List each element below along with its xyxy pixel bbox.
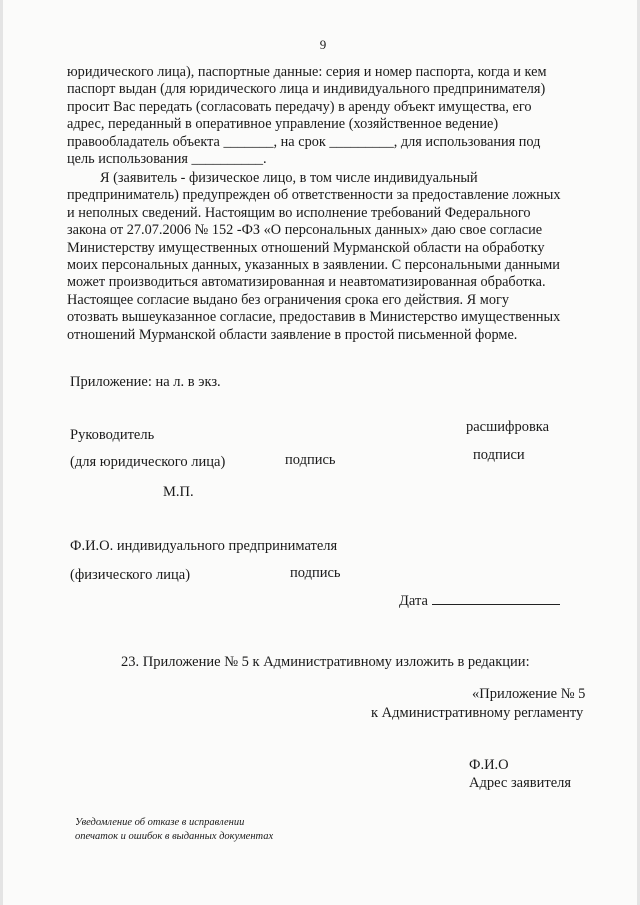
decoding-sub-label: подписи — [473, 447, 525, 463]
text-line: предприниматель) предупрежден об ответственности за предоставление ложных — [67, 187, 561, 204]
entrepreneur-sub-label: (физического лица) — [70, 567, 191, 583]
signature-label: подпись — [285, 452, 336, 468]
text-line: Я (заявитель - физическое лицо, в том числе индивидуальный — [100, 170, 478, 186]
signature2-label: подпись — [290, 565, 341, 581]
notice-title — [75, 816, 273, 844]
page-number: 9 — [319, 37, 327, 52]
text-line: Министерству имущественных отношений Мурманской области на обработку — [67, 239, 545, 256]
entrepreneur-label: Ф.И.О. индивидуального предпринимателя — [70, 538, 338, 554]
text-line: адрес, переданный в оперативное управление (хозяйственное ведение) — [67, 116, 499, 133]
notice-line: опечаток и ошибок в выданных документах — [75, 831, 274, 842]
text-line: моих персональных данных, указанных в заявлении. С персональными данными — [67, 257, 560, 274]
appendix-ref-line2: к Административному регламенту — [371, 705, 584, 721]
date-label: Дата — [399, 593, 428, 609]
text-line: отозвать вышеуказанное согласие, предоставив в Министерство имущественных — [67, 309, 561, 326]
text-line: и неполных сведений. Настоящим во исполнение требований Федерального — [67, 204, 531, 221]
text-line: паспорт выдан (для юридического лица и индивидуального предпринимателя) — [67, 81, 546, 98]
text-line: просит Вас передать (согласовать передачу) в аренду объект имущества, его — [67, 98, 532, 115]
attachment-line: Приложение: на л. в экз. — [70, 374, 221, 390]
item-23: 23. Приложение № 5 к Административному изложить в редакции: — [121, 654, 530, 670]
notice-line: Уведомление об отказе в исправлении — [75, 817, 245, 828]
applicant-name-label: Ф.И.О — [469, 757, 509, 773]
head-label: Руководитель — [70, 427, 155, 443]
text-line: закона от 27.07.2006 № 152 -ФЗ «О персональных данных» даю свое согласие — [67, 222, 543, 239]
text-line: отношений Мурманской области заявление в простой письменной форме. — [67, 326, 518, 343]
text-line: юридического лица), паспортные данные: серия и номер паспорта, когда и кем — [67, 64, 547, 80]
applicant-address-label: Адрес заявителя — [469, 775, 572, 791]
date-field — [399, 590, 560, 610]
date-underline — [432, 590, 560, 605]
paragraph-applicant-request — [67, 64, 585, 168]
decoding-label: расшифровка — [466, 419, 550, 435]
head-sub-label: (для юридического лица) — [70, 454, 226, 470]
text-line: цель использования __________. — [67, 151, 267, 168]
text-line: правообладатель объекта _______, на срок _________, для использования под — [67, 133, 541, 150]
text-line: Настоящее согласие выдано без ограничения срока его действия. Я могу — [67, 291, 509, 308]
appendix-ref-line1: «Приложение № 5 — [472, 686, 586, 702]
paragraph-personal-data-consent — [67, 170, 585, 344]
stamp-label: М.П. — [163, 484, 194, 500]
text-line: может производиться автоматизированная и неавтоматизированная обработка. — [67, 274, 546, 291]
